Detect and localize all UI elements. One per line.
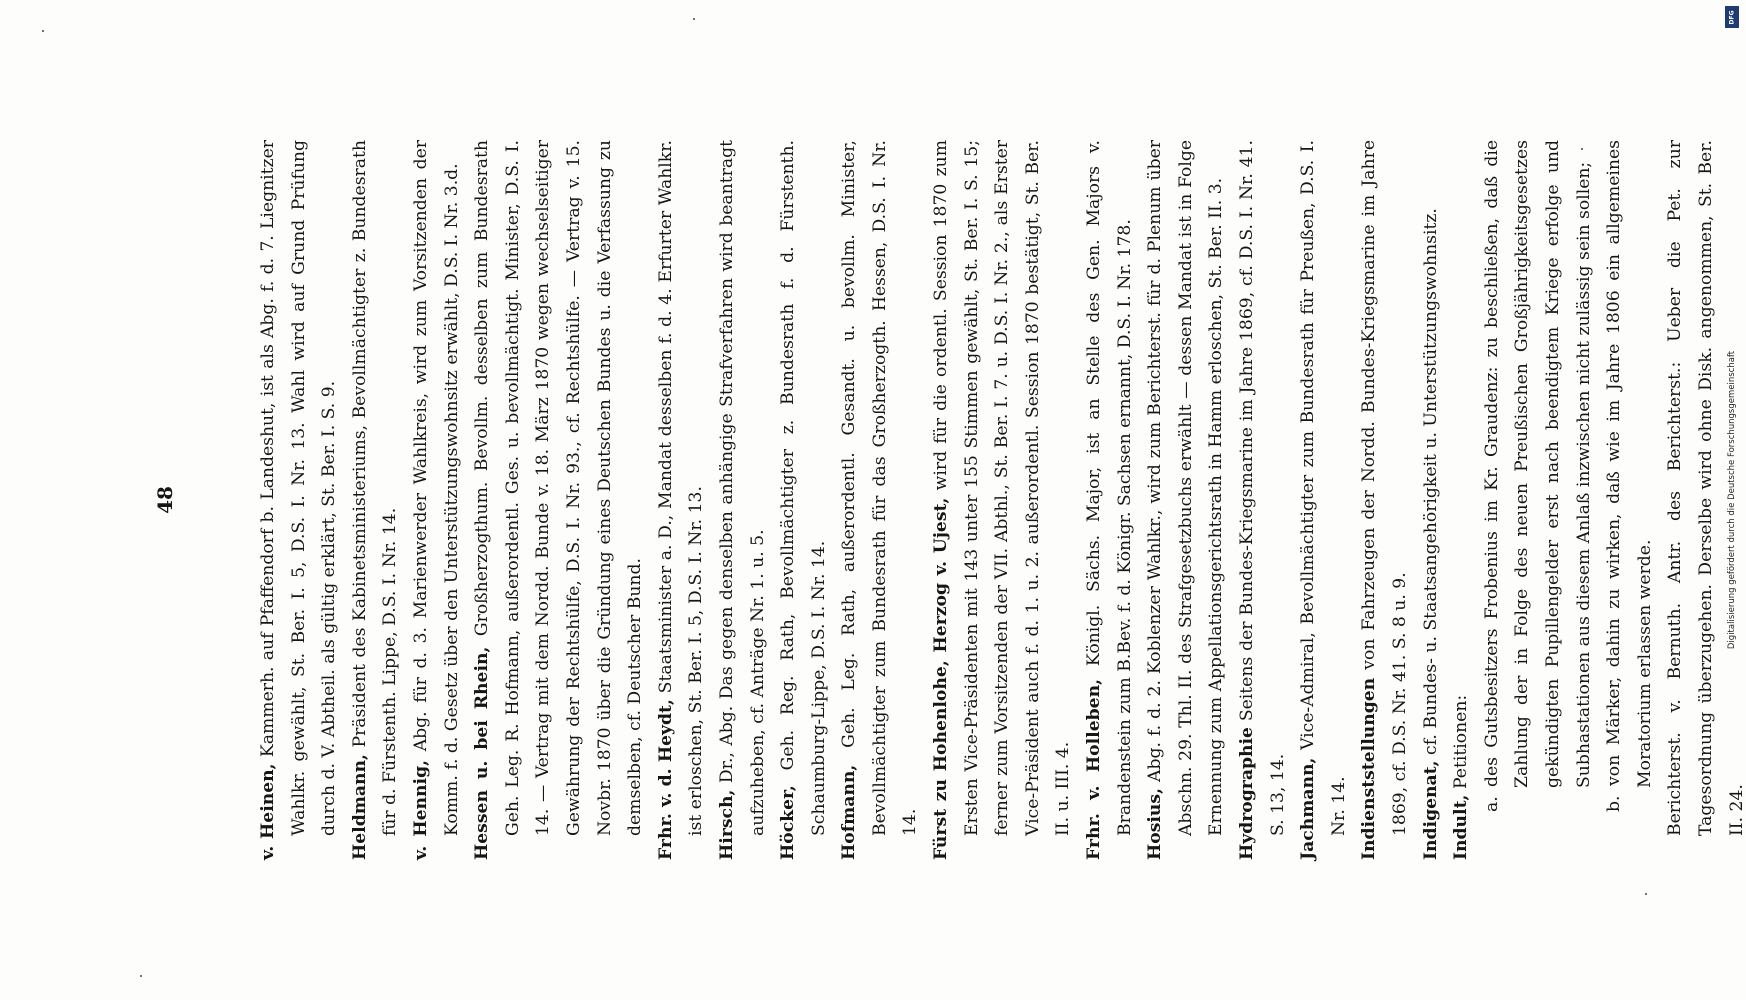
entry-text: Dr., Abg. Das gegen denselben anhängige Strafverfahren wird beantragt aufzuheben, cf. Anträge Nr. 1. u. 5.	[716, 140, 768, 836]
entry-text: Abg. für d. 3. Marienwerder Wahlkreis, wird zum Vorsitzenden der Komm. f. d. Gesetz über den Unterstützungswohnsitz erwählt, D.S. I. Nr. 3.d.	[410, 139, 462, 836]
entry-subitem: b. von Märker, dahin zu wirken, daß wie im Jahre 1806 ein allgemeines Moratorium erlassen werde.	[1604, 140, 1655, 812]
entry-text: cf. Bundes- u. Staatsangehörigkeit u. Unterstützungswohnsitz.	[1420, 208, 1441, 755]
entry-head: Frhr. v. d. Heydt,	[655, 699, 676, 860]
entry-text: Kammerh. auf Pfaffendorf b. Landeshut, ist als Abg. f. d. 7. Liegnitzer Wahlkr. gewählt, St. Ber. I. 5, D.S. I. Nr. 13. Wahl wird auf Grund Prüfung durch d. V. Abtheil. als gültig erklärt, St. Ber. I. S. 9.	[258, 140, 340, 836]
index-entry	[1140, 140, 1232, 860]
entry-head: Höcker,	[778, 785, 799, 860]
index-entry	[1416, 140, 1447, 860]
digitization-credit	[1722, 10, 1742, 990]
index-entry	[467, 140, 651, 860]
entry-subitem: a. des Gutsbesitzers Frobenius im Kr. Graudenz: zu beschließen, daß die Zahlung der in Folge des neuen Preußischen Großjährigkeitsgesetzes gekündigten Pupillengelder erst nach beendigtem Kriege erfolge und Subhastationen aus diesem Anlaß inzwischen nicht zulässig sein sollen;	[1481, 140, 1594, 812]
entry-head: v. Hennig,	[410, 759, 431, 860]
entry-text: Staatsminister a. D., Mandat desselben f. d. 4. Erfurter Wahlkr. ist erloschen, St. Ber. I. 5, D.S. I. Nr. 13.	[655, 140, 707, 836]
index-entry	[1079, 140, 1140, 860]
index-entry	[1232, 140, 1293, 860]
entry-text: Geh. Leg. Rath, außerordentl. Gesandt. u. bevollm. Minister, Bevollmächtigter zum Bundesrath für das Großherzogth. Hessen, D.S. I. Nr. 14.	[839, 140, 921, 836]
entry-head: Hirsch,	[716, 789, 737, 860]
entry-text: von Fahrzeugen der Nordd. Bundes-Kriegsmarine im Jahre 1869, cf. D.S. Nr. 41. S. 8 u. 9.	[1359, 140, 1410, 836]
index-entry	[712, 140, 773, 860]
entry-text: Großherzogthum. Bevollm. desselben zum Bundesrath Geh. Leg. R. Hofmann, außerordentl. Ges. u. bevollmächtigt. Minister, D.S. I. 14. — Vertrag mit dem Nordd. Bunde v. 18. März 1870 wegen wechselseitiger Gewährung der Rechtshülfe, D.S. I. Nr. 93., cf. Rechtshülfe. — Vertrag v. 15. Novbr. 1870 über die Gründung eines Deutschen Bundes u. die Verfassung zu demselben, cf. Deutscher Bund.	[472, 140, 646, 836]
entry-text: wird für die ordentl. Session 1870 zum Ersten Vice-Präsidenten mit 143 unter 155 Stimmen gewählt, St. Ber. I. S. 15; ferner zum Vorsitzenden der VII. Abthl., St. Ber. I. 7. u. D.S. I. Nr. 2., als Erster Vice-Präsident auch f. d. 1. u. 2. außerordentl. Session 1870 bestätigt, St. Ber. II. u. III. 4.	[931, 140, 1074, 836]
index-entry	[1293, 140, 1354, 860]
entry-head: Heldmann,	[349, 753, 370, 860]
scan-speck	[140, 975, 142, 977]
entry-head: v. Heinen,	[258, 763, 278, 860]
index-entry	[345, 140, 406, 860]
entry-head: Hofmann,	[839, 764, 860, 860]
index-entry	[1354, 140, 1415, 860]
dfg-logo: DFG	[1725, 6, 1739, 28]
entry-head: Frhr. v. Holleben,	[1084, 678, 1105, 860]
scan-speck	[1581, 148, 1583, 150]
index-entry	[1446, 140, 1746, 860]
entry-text: Königl. Sächs. Major, ist an Stelle des Gen. Majors v. Brandenstein zum B.Bev. f. d. Königr. Sachsen ernannt, D.S. I. Nr. 178.	[1084, 139, 1135, 836]
entry-head: Indult,	[1451, 794, 1472, 860]
entry-text: Petitionen:	[1451, 694, 1472, 790]
entry-text: Präsident des Kabinetsministeriums, Bevollmächtigter z. Bundesrath für d. Fürstenth. Lippe, D.S. I. Nr. 14.	[349, 140, 401, 836]
entry-text: Seitens der Bundes-Kriegsmarine im Jahre 1869, cf. D.S. I. Nr. 41. S. 13, 14.	[1237, 139, 1288, 836]
entry-head: Hydrographie	[1237, 727, 1257, 860]
entry-text: Abg. f. d. 2. Koblenzer Wahlkr., wird zum Berichterst. für d. Plenum über Abschn. 29. Thl. II. des Strafgesetzbuchs erwählt — dessen Mandat ist in Folge Ernennung zum Appellationsgerichtsrath in Hamm erloschen, St. Ber. II. 3.	[1145, 139, 1227, 836]
entry-text: Geh. Reg. Rath, Bevollmächtigter z. Bundesrath f. d. Fürstenth. Schaumburg-Lippe, D.S. I. Nr. 14.	[778, 139, 829, 836]
entry-head: Jachmann,	[1298, 757, 1319, 860]
entry-text: Vice-Admiral, Bevollmächtigter zum Bundesrath für Preußen, D.S. I. Nr. 14.	[1298, 140, 1349, 836]
scan-speck	[693, 18, 695, 20]
entry-tail: Berichterst. v. Bernuth. Antr. des Berichterst.: Ueber die Pet. zur Tagesordnung überzugehen. Derselbe wird ohne Disk. angenommen, St. Ber. II. 24.	[1665, 140, 1746, 836]
credit-text: Digitalisierung gefördert durch die Deutsche Forschungsgemeinschaft	[1727, 350, 1737, 650]
index-entry	[651, 140, 712, 860]
index-entry	[926, 140, 1079, 860]
index-entry	[834, 140, 926, 860]
index-entries	[253, 140, 1746, 860]
entry-head: Indigenat,	[1420, 760, 1441, 860]
entry-head: Fürst zu Hohenlohe, Herzog v. Ujest,	[931, 497, 952, 860]
index-entry	[253, 140, 345, 860]
index-entry	[773, 140, 834, 860]
scan-speck	[1645, 893, 1647, 895]
entry-head: Indienststellungen	[1359, 677, 1380, 860]
page-number: 48	[153, 486, 177, 514]
index-entry	[406, 140, 467, 860]
entry-head: Hessen u. bei Rhein,	[472, 646, 493, 860]
scan-speck	[42, 30, 44, 32]
entry-head: Hosius,	[1145, 787, 1166, 860]
